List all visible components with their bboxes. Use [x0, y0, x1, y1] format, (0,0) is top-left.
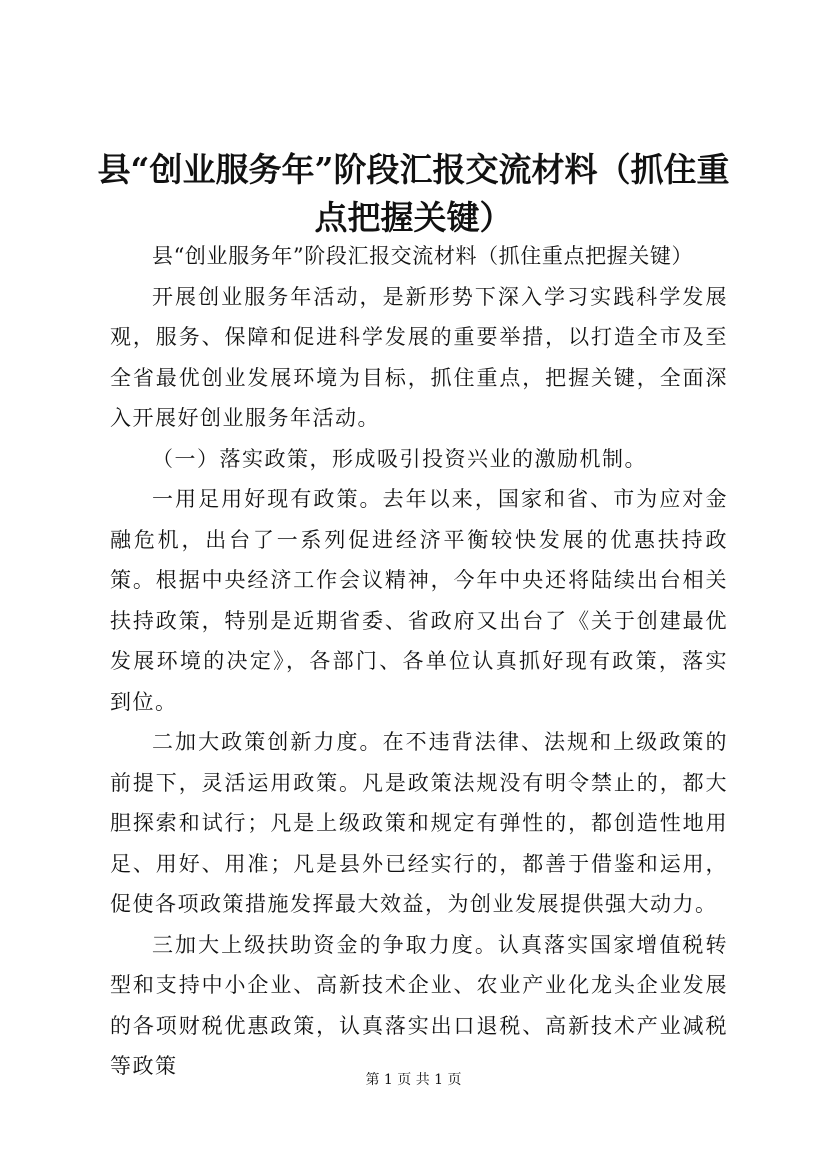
body-paragraph-3: （一）落实政策，形成吸引投资兴业的激励机制。: [152, 446, 647, 471]
body-paragraph-1: 县“创业服务年”阶段汇报交流材料（抓住重点把握关键）: [152, 244, 694, 268]
body-paragraph-6: 三加大上级扶助资金的争取力度。认真落实国家增值税转型和支持中小企业、高新技术企业、农业产业化龙头企业发展的各项财税优惠政策，认真落实出口退税、高新技术产业减税等政策: [110, 932, 728, 1078]
body-paragraph-4: 一用足用好现有政策。去年以来，国家和省、市为应对金融危机，出台了一系列促进经济平衡较快发展的优惠扶持政策。根据中央经济工作会议精神，今年中央还将陆续出台相关扶持政策，特别是近期省委、省政府又出台了《关于创建最优发展环境的决定》，各部门、各单位认真抓好现有政策，落实到位。: [110, 487, 728, 714]
document-body: [110, 236, 728, 1087]
document-title: 县“创业服务年”阶段汇报交流材料（抓住重点把握关键）: [97, 150, 730, 237]
body-paragraph-2: 开展创业服务年活动，是新形势下深入学习实践科学发展观，服务、保障和促进科学发展的重要举措，以打造全市及至全省最优创业发展环境为目标，抓住重点，把握关键，全面深入开展好创业服务年活动。: [110, 284, 728, 430]
body-paragraph-5: 二加大政策创新力度。在不违背法律、法规和上级政策的前提下，灵活运用政策。凡是政策法规没有明令禁止的，都大胆探索和试行；凡是上级政策和规定有弹性的，都创造性地用足、用好、用准；凡是县外已经实行的，都善于借鉴和运用，促使各项政策措施发挥最大效益，为创业发展提供强大动力。: [110, 730, 728, 916]
page-footer: 第 1 页 共 1 页: [365, 1072, 462, 1088]
